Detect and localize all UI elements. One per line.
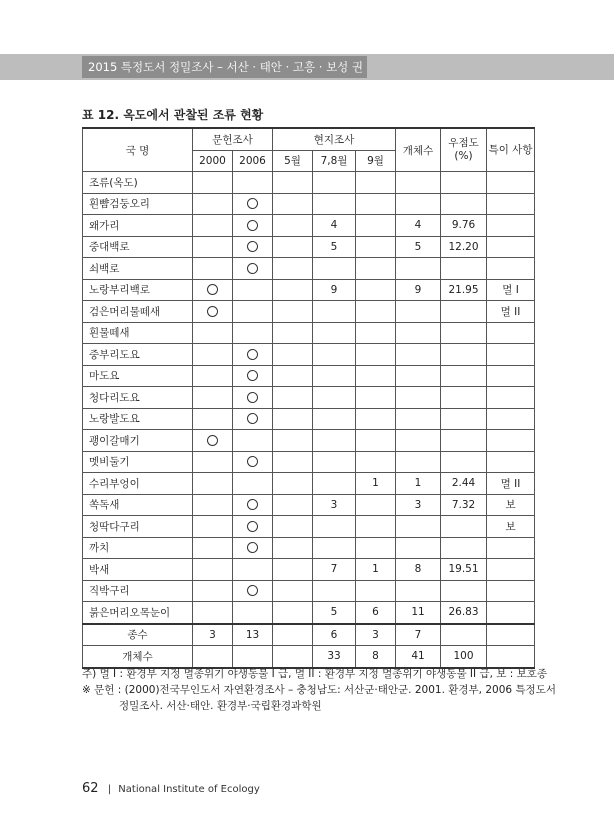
cell-m5 bbox=[273, 172, 313, 194]
summary-m5 bbox=[273, 646, 313, 668]
table-row bbox=[83, 602, 535, 624]
cell-m9 bbox=[356, 236, 396, 258]
species-name: 괭이갈매기 bbox=[83, 430, 193, 452]
cell-dom bbox=[441, 258, 487, 280]
species-name: 흰뺨검둥오리 bbox=[83, 193, 193, 215]
table-row bbox=[83, 408, 535, 430]
cell-m5 bbox=[273, 258, 313, 280]
summary-dom bbox=[441, 624, 487, 646]
cell-count: 11 bbox=[396, 602, 441, 624]
table-row bbox=[83, 322, 535, 344]
cell-dom bbox=[441, 451, 487, 473]
cell-y2006-observed bbox=[233, 236, 273, 258]
cell-y2000-observed bbox=[193, 430, 233, 452]
observed-circle-icon bbox=[247, 241, 258, 252]
species-name: 중대백로 bbox=[83, 236, 193, 258]
summary-label: 개체수 bbox=[83, 646, 193, 668]
species-name: 중부리도요 bbox=[83, 344, 193, 366]
cell-y2006-observed bbox=[233, 537, 273, 559]
observed-circle-icon bbox=[247, 392, 258, 403]
cell-note bbox=[487, 365, 535, 387]
table-row bbox=[83, 559, 535, 581]
cell-y2000 bbox=[193, 516, 233, 538]
cell-note bbox=[487, 322, 535, 344]
species-name: 쏙독새 bbox=[83, 494, 193, 516]
table-row bbox=[83, 516, 535, 538]
cell-m78 bbox=[313, 193, 356, 215]
cell-m9: 1 bbox=[356, 559, 396, 581]
cell-m9 bbox=[356, 193, 396, 215]
cell-m78 bbox=[313, 172, 356, 194]
cell-y2000 bbox=[193, 344, 233, 366]
cell-y2000 bbox=[193, 559, 233, 581]
cell-m78 bbox=[313, 322, 356, 344]
table-row bbox=[83, 494, 535, 516]
cell-m9 bbox=[356, 322, 396, 344]
table-row bbox=[83, 387, 535, 409]
cell-y2006-observed bbox=[233, 365, 273, 387]
table-row bbox=[83, 301, 535, 323]
cell-m9 bbox=[356, 344, 396, 366]
cell-y2000 bbox=[193, 408, 233, 430]
cell-note bbox=[487, 408, 535, 430]
cell-count: 4 bbox=[396, 215, 441, 237]
note-reference: ※ 문헌 : (2000)전국무인도서 자연환경조사 – 충청남도: 서산군·태안군. 2001. 환경부, 2006 특정도서 bbox=[82, 684, 556, 696]
cell-count bbox=[396, 193, 441, 215]
species-name: 조류(옥도) bbox=[83, 172, 193, 194]
cell-m9 bbox=[356, 172, 396, 194]
cell-y2000 bbox=[193, 322, 233, 344]
cell-m78 bbox=[313, 258, 356, 280]
cell-count bbox=[396, 258, 441, 280]
cell-m78: 9 bbox=[313, 279, 356, 301]
summary-y2000: 3 bbox=[193, 624, 233, 646]
cell-note: 보 bbox=[487, 494, 535, 516]
cell-m9 bbox=[356, 279, 396, 301]
observed-circle-icon bbox=[247, 542, 258, 553]
cell-m78 bbox=[313, 365, 356, 387]
table-body bbox=[83, 172, 535, 624]
cell-m5 bbox=[273, 516, 313, 538]
cell-m9 bbox=[356, 430, 396, 452]
cell-note: 멸 I bbox=[487, 279, 535, 301]
cell-note bbox=[487, 236, 535, 258]
cell-m78: 7 bbox=[313, 559, 356, 581]
cell-dom bbox=[441, 365, 487, 387]
cell-m5 bbox=[273, 236, 313, 258]
col-may-header: 5월 bbox=[273, 150, 313, 172]
cell-dom: 7.32 bbox=[441, 494, 487, 516]
table-row bbox=[83, 193, 535, 215]
cell-m78 bbox=[313, 580, 356, 602]
col-sep-header: 9월 bbox=[356, 150, 396, 172]
cell-m5 bbox=[273, 580, 313, 602]
cell-y2006-observed bbox=[233, 408, 273, 430]
observed-circle-icon bbox=[207, 435, 218, 446]
table-row bbox=[83, 430, 535, 452]
cell-y2000 bbox=[193, 215, 233, 237]
col-2006-header: 2006 bbox=[233, 150, 273, 172]
species-name: 직박구리 bbox=[83, 580, 193, 602]
cell-m9 bbox=[356, 580, 396, 602]
cell-m5 bbox=[273, 408, 313, 430]
cell-y2000 bbox=[193, 236, 233, 258]
species-name: 붉은머리오목눈이 bbox=[83, 602, 193, 624]
observed-circle-icon bbox=[247, 220, 258, 231]
cell-m5 bbox=[273, 602, 313, 624]
table-row bbox=[83, 344, 535, 366]
cell-note: 멸 II bbox=[487, 473, 535, 495]
observed-circle-icon bbox=[247, 370, 258, 381]
table-row bbox=[83, 473, 535, 495]
cell-dom bbox=[441, 387, 487, 409]
cell-y2006 bbox=[233, 430, 273, 452]
summary-dom: 100 bbox=[441, 646, 487, 668]
cell-count bbox=[396, 537, 441, 559]
cell-m5 bbox=[273, 344, 313, 366]
cell-dom: 21.95 bbox=[441, 279, 487, 301]
observed-circle-icon bbox=[247, 198, 258, 209]
observed-circle-icon bbox=[207, 284, 218, 295]
table-summary bbox=[83, 624, 535, 668]
cell-count bbox=[396, 344, 441, 366]
cell-m9 bbox=[356, 215, 396, 237]
cell-y2000 bbox=[193, 365, 233, 387]
cell-m78 bbox=[313, 344, 356, 366]
cell-m9 bbox=[356, 258, 396, 280]
table-notes bbox=[82, 666, 556, 714]
observed-circle-icon bbox=[247, 499, 258, 510]
cell-note: 보 bbox=[487, 516, 535, 538]
col-julaug-header: 7,8월 bbox=[313, 150, 356, 172]
cell-y2000 bbox=[193, 494, 233, 516]
footer-separator: | bbox=[107, 784, 112, 795]
cell-m9: 1 bbox=[356, 473, 396, 495]
species-name: 노랑발도요 bbox=[83, 408, 193, 430]
cell-count bbox=[396, 408, 441, 430]
page-number: 62 bbox=[82, 781, 99, 796]
cell-count bbox=[396, 301, 441, 323]
summary-y2006 bbox=[233, 646, 273, 668]
col-dominance-header: 우점도 (%) bbox=[441, 128, 487, 172]
cell-m5 bbox=[273, 215, 313, 237]
summary-count: 41 bbox=[396, 646, 441, 668]
cell-dom bbox=[441, 537, 487, 559]
cell-y2000 bbox=[193, 258, 233, 280]
cell-y2006-observed bbox=[233, 344, 273, 366]
summary-y2006: 13 bbox=[233, 624, 273, 646]
note-reference-cont: 정밀조사. 서산·태안. 환경부·국립환경과학원 bbox=[119, 700, 322, 712]
cell-y2000 bbox=[193, 387, 233, 409]
cell-y2006 bbox=[233, 279, 273, 301]
summary-y2000 bbox=[193, 646, 233, 668]
cell-count bbox=[396, 365, 441, 387]
cell-note bbox=[487, 537, 535, 559]
cell-y2006-observed bbox=[233, 258, 273, 280]
cell-m78: 5 bbox=[313, 602, 356, 624]
cell-note bbox=[487, 559, 535, 581]
cell-m78 bbox=[313, 516, 356, 538]
cell-dom: 26.83 bbox=[441, 602, 487, 624]
summary-m9: 8 bbox=[356, 646, 396, 668]
observed-circle-icon bbox=[247, 456, 258, 467]
table-row bbox=[83, 279, 535, 301]
cell-note bbox=[487, 387, 535, 409]
cell-m78 bbox=[313, 408, 356, 430]
summary-note bbox=[487, 624, 535, 646]
cell-note bbox=[487, 172, 535, 194]
table-row bbox=[83, 451, 535, 473]
cell-m5 bbox=[273, 494, 313, 516]
table-row bbox=[83, 580, 535, 602]
cell-m78 bbox=[313, 451, 356, 473]
cell-m9 bbox=[356, 494, 396, 516]
summary-label: 종수 bbox=[83, 624, 193, 646]
cell-m5 bbox=[273, 537, 313, 559]
footer-org: National Institute of Ecology bbox=[118, 784, 260, 795]
cell-m5 bbox=[273, 559, 313, 581]
cell-count: 3 bbox=[396, 494, 441, 516]
cell-y2006-observed bbox=[233, 215, 273, 237]
cell-note bbox=[487, 430, 535, 452]
species-name: 멧비둘기 bbox=[83, 451, 193, 473]
summary-m9: 3 bbox=[356, 624, 396, 646]
species-name: 수리부엉이 bbox=[83, 473, 193, 495]
cell-count bbox=[396, 580, 441, 602]
cell-y2000 bbox=[193, 193, 233, 215]
cell-count: 1 bbox=[396, 473, 441, 495]
summary-row bbox=[83, 646, 535, 668]
cell-y2006-observed bbox=[233, 580, 273, 602]
cell-note bbox=[487, 215, 535, 237]
cell-m9 bbox=[356, 301, 396, 323]
observed-circle-icon bbox=[247, 413, 258, 424]
observed-circle-icon bbox=[247, 521, 258, 532]
cell-dom bbox=[441, 430, 487, 452]
col-field-group-header: 현지조사 bbox=[273, 128, 396, 150]
cell-y2000 bbox=[193, 602, 233, 624]
cell-m9 bbox=[356, 387, 396, 409]
observed-circle-icon bbox=[207, 306, 218, 317]
cell-m9 bbox=[356, 537, 396, 559]
cell-m78 bbox=[313, 473, 356, 495]
cell-dom bbox=[441, 580, 487, 602]
summary-m78: 33 bbox=[313, 646, 356, 668]
cell-y2006 bbox=[233, 559, 273, 581]
cell-y2000-observed bbox=[193, 301, 233, 323]
observed-circle-icon bbox=[247, 263, 258, 274]
cell-y2000 bbox=[193, 473, 233, 495]
cell-m9 bbox=[356, 365, 396, 387]
cell-m5 bbox=[273, 279, 313, 301]
cell-m5 bbox=[273, 451, 313, 473]
table-title: 표 12. 옥도에서 관찰된 조류 현황 bbox=[82, 108, 264, 122]
cell-m78: 5 bbox=[313, 236, 356, 258]
cell-count: 5 bbox=[396, 236, 441, 258]
species-name: 박새 bbox=[83, 559, 193, 581]
cell-dom bbox=[441, 322, 487, 344]
cell-y2006 bbox=[233, 301, 273, 323]
cell-dom: 19.51 bbox=[441, 559, 487, 581]
cell-y2006 bbox=[233, 473, 273, 495]
cell-count: 8 bbox=[396, 559, 441, 581]
cell-dom bbox=[441, 408, 487, 430]
cell-m5 bbox=[273, 301, 313, 323]
cell-y2006-observed bbox=[233, 193, 273, 215]
cell-dom: 2.44 bbox=[441, 473, 487, 495]
col-count-header: 개체수 bbox=[396, 128, 441, 172]
cell-count bbox=[396, 172, 441, 194]
col-2000-header: 2000 bbox=[193, 150, 233, 172]
species-name: 까치 bbox=[83, 537, 193, 559]
cell-y2006-observed bbox=[233, 387, 273, 409]
cell-dom bbox=[441, 193, 487, 215]
cell-m5 bbox=[273, 193, 313, 215]
species-name: 흰물떼새 bbox=[83, 322, 193, 344]
cell-m78: 4 bbox=[313, 215, 356, 237]
summary-row bbox=[83, 624, 535, 646]
table-row bbox=[83, 236, 535, 258]
species-name: 노랑부리백로 bbox=[83, 279, 193, 301]
cell-dom bbox=[441, 344, 487, 366]
col-name-header: 국 명 bbox=[83, 128, 193, 172]
cell-y2000 bbox=[193, 451, 233, 473]
species-name: 청딱다구리 bbox=[83, 516, 193, 538]
cell-dom bbox=[441, 172, 487, 194]
cell-count bbox=[396, 451, 441, 473]
cell-y2006-observed bbox=[233, 516, 273, 538]
cell-count bbox=[396, 516, 441, 538]
species-name: 검은머리물떼새 bbox=[83, 301, 193, 323]
cell-count bbox=[396, 322, 441, 344]
running-header-title: 2015 특정도서 정밀조사 – 서산 · 태안 · 고흥 · 보성 권역 bbox=[82, 56, 367, 78]
cell-y2006 bbox=[233, 172, 273, 194]
cell-y2006 bbox=[233, 322, 273, 344]
summary-m5 bbox=[273, 624, 313, 646]
cell-m78 bbox=[313, 301, 356, 323]
cell-y2000-observed bbox=[193, 279, 233, 301]
summary-count: 7 bbox=[396, 624, 441, 646]
col-note-header: 특이 사항 bbox=[487, 128, 535, 172]
cell-y2006 bbox=[233, 602, 273, 624]
cell-m5 bbox=[273, 387, 313, 409]
cell-m5 bbox=[273, 365, 313, 387]
bird-table bbox=[82, 127, 535, 669]
table-row bbox=[83, 537, 535, 559]
cell-dom: 12.20 bbox=[441, 236, 487, 258]
observed-circle-icon bbox=[247, 585, 258, 596]
cell-y2006-observed bbox=[233, 494, 273, 516]
cell-note bbox=[487, 344, 535, 366]
table-row bbox=[83, 365, 535, 387]
col-lit-group-header: 문헌조사 bbox=[193, 128, 273, 150]
species-name: 왜가리 bbox=[83, 215, 193, 237]
cell-m9 bbox=[356, 408, 396, 430]
summary-m78: 6 bbox=[313, 624, 356, 646]
cell-y2000 bbox=[193, 537, 233, 559]
cell-m9 bbox=[356, 451, 396, 473]
note-legend: 주) 멸 I : 환경부 지정 멸종위기 야생동물 I 급, 멸 II : 환경부 지정 멸종위기 야생동물 II 급, 보 : 보호종 bbox=[82, 668, 548, 680]
cell-count: 9 bbox=[396, 279, 441, 301]
cell-note bbox=[487, 193, 535, 215]
species-name: 쇠백로 bbox=[83, 258, 193, 280]
cell-note bbox=[487, 602, 535, 624]
cell-m5 bbox=[273, 430, 313, 452]
cell-note: 멸 II bbox=[487, 301, 535, 323]
cell-count bbox=[396, 387, 441, 409]
table-row bbox=[83, 258, 535, 280]
cell-m5 bbox=[273, 322, 313, 344]
cell-m78 bbox=[313, 537, 356, 559]
cell-y2000 bbox=[193, 172, 233, 194]
table-row bbox=[83, 215, 535, 237]
cell-note bbox=[487, 580, 535, 602]
table-row bbox=[83, 172, 535, 194]
cell-m9 bbox=[356, 516, 396, 538]
cell-m5 bbox=[273, 473, 313, 495]
cell-m78: 3 bbox=[313, 494, 356, 516]
cell-m78 bbox=[313, 387, 356, 409]
cell-y2000 bbox=[193, 580, 233, 602]
cell-note bbox=[487, 451, 535, 473]
observed-circle-icon bbox=[247, 349, 258, 360]
cell-note bbox=[487, 258, 535, 280]
species-name: 마도요 bbox=[83, 365, 193, 387]
cell-m78 bbox=[313, 430, 356, 452]
species-name: 청다리도요 bbox=[83, 387, 193, 409]
cell-y2006-observed bbox=[233, 451, 273, 473]
cell-count bbox=[396, 430, 441, 452]
cell-m9: 6 bbox=[356, 602, 396, 624]
cell-dom bbox=[441, 301, 487, 323]
cell-dom: 9.76 bbox=[441, 215, 487, 237]
cell-dom bbox=[441, 516, 487, 538]
page-footer bbox=[82, 781, 260, 796]
summary-note bbox=[487, 646, 535, 668]
